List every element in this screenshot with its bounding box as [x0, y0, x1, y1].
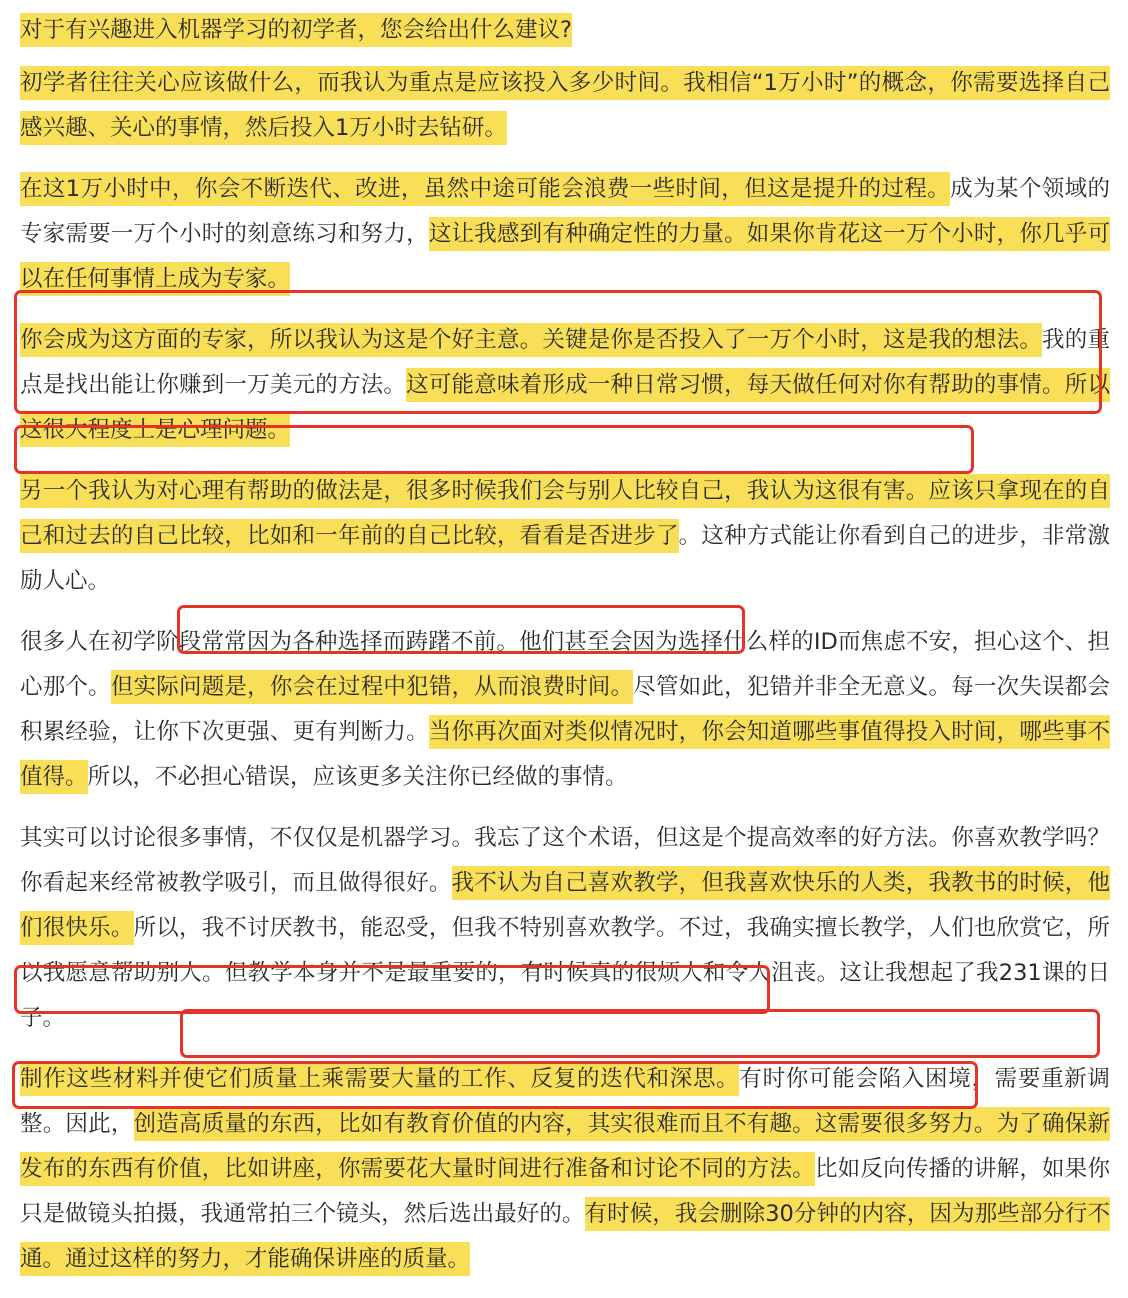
- highlighted-text: 这可能意味着形成一种日常习惯，每天做任何对你有帮助的事情。所以这很大程度上是心理问题。: [20, 368, 1110, 447]
- plain-text: 有时你可能会陷入困境，需要重新调整。因此，: [20, 1066, 1110, 1137]
- plain-text: 尽管如此，犯错并非全无意义。每一次失误都会积累经验，让你下次更强、更有判断力。: [20, 674, 1110, 745]
- document-body: [20, 8, 1110, 1298]
- plain-text: 。这种方式能让你看到自己的进步，非常激励人心。: [20, 523, 1110, 594]
- highlighted-text: 但实际问题是，你会在过程中犯错，从而浪费时间。: [111, 670, 633, 704]
- text-paragraph: [20, 61, 1110, 151]
- highlighted-text: 另一个我认为对心理有帮助的做法是，很多时候我们会与别人比较自己，我认为这很有害。应该只拿现在的自己和过去的自己比较，比如和一年前的自己比较，看看是否进步了: [20, 474, 1110, 553]
- plain-text: 成为某个领域的专家需要一万个小时的刻意练习和努力，: [20, 176, 1110, 247]
- highlighted-text: 有时候，我会删除30分钟的内容，因为那些部分行不通。通过这样的努力，才能确保讲座的质量。: [20, 1197, 1110, 1276]
- question-paragraph: [20, 8, 1110, 53]
- highlighted-text: 在这1万小时中，你会不断迭代、改进，虽然中途可能会浪费一些时间，但这是提升的过程。: [20, 172, 950, 206]
- highlighted-text: 这让我感到有种确定性的力量。如果你肯花这一万个小时，你几乎可以在任何事情上成为专家。: [20, 217, 1110, 296]
- plain-text: 很多人在初学阶段常常因为各种选择而踌躇不前。他们甚至会因为选择什么样的ID而焦虑不安，担心这个、担心那个。: [20, 629, 1110, 700]
- plain-text: 其实可以讨论很多事情，不仅仅是机器学习。我忘了这个术语，但这是个提高效率的好方法。你喜欢教学吗？你看起来经常被教学吸引，而且做得很好。: [20, 825, 1110, 896]
- plain-text: 所以，不必担心错误，应该更多关注你已经做的事情。: [87, 764, 628, 790]
- text-paragraph: [20, 1057, 1110, 1282]
- text-paragraph: [20, 816, 1110, 1041]
- highlighted-text: 对于有兴趣进入机器学习的初学者，您会给出什么建议?: [20, 13, 572, 47]
- highlighted-text: 初学者往往关心应该做什么，而我认为重点是应该投入多少时间。我相信“1万小时”的概念，你需要选择自己感兴趣、关心的事情，然后投入1万小时去钻研。: [20, 66, 1110, 145]
- plain-text: 所以，我不讨厌教书，能忍受，但我不特别喜欢教学。不过，我确实擅长教学，人们也欣赏它，所以我愿意帮助别人。但教学本身并不是最重要的，有时候真的很烦人和令人沮丧。这让我想起了我231课的日子。: [20, 915, 1110, 1031]
- text-paragraph: [20, 620, 1110, 800]
- plain-text: 比如反向传播的讲解，如果你只是做镜头拍摄，我通常拍三个镜头，然后选出最好的。: [20, 1156, 1110, 1227]
- text-paragraph: [20, 167, 1110, 302]
- text-paragraph: [20, 469, 1110, 604]
- highlighted-text: 制作这些材料并使它们质量上乘需要大量的工作、反复的迭代和深思。: [20, 1062, 739, 1096]
- highlighted-text: 当你再次面对类似情况时，你会知道哪些事值得投入时间，哪些事不值得。: [20, 715, 1110, 794]
- highlighted-text: 我不认为自己喜欢教学，但我喜欢快乐的人类，我教书的时候，他们很快乐。: [20, 866, 1110, 945]
- plain-text: 我的重点是找出能让你赚到一万美元的方法。: [20, 327, 1110, 398]
- text-paragraph: [20, 318, 1110, 453]
- highlighted-text: 创造高质量的东西，比如有教育价值的内容，其实很难而且不有趣。这需要很多努力。为了确保新发布的东西有价值，比如讲座，你需要花大量时间进行准备和讨论不同的方法。: [20, 1107, 1110, 1186]
- highlighted-text: 你会成为这方面的专家，所以我认为这是个好主意。关键是你是否投入了一万个小时，这是我的想法。: [20, 323, 1042, 357]
